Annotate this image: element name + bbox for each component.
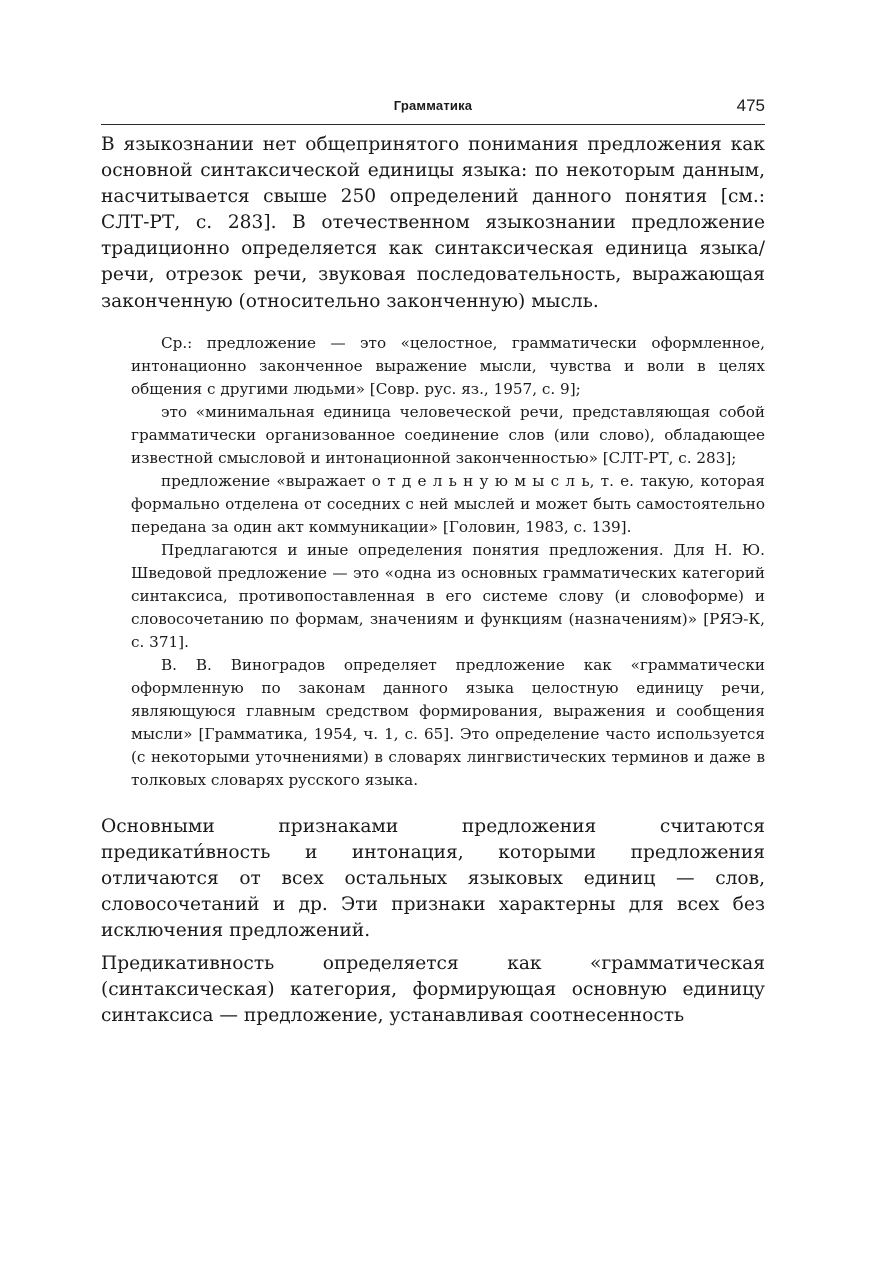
definition-1: Ср.: предложение — это «целостное, грамматически оформленное, интонационно законченное выражение мысли, чувства и воли в целях общения с другими людьми» [Совр. рус. яз., 1957, с. 9]; xyxy=(131,333,765,398)
definition-3: предложение «выражает о т д е л ь н у ю м ы с л ь, т. е. такую, которая формально отделена от соседних с ней мыслей и может быть самостоятельно передана за один акт коммуникации» [Головин, 1983, с. 139]. xyxy=(131,471,765,536)
definitions-block xyxy=(131,332,765,792)
running-title: Грамматика xyxy=(393,98,473,113)
definition-shvedova: Предлагаются и иные определения понятия предложения. Для Н. Ю. Шведовой предложение — это «одна из основных грамматических категорий синтаксиса, противопоставленная в его системе слову (и словоформе) и словосочетанию по формам, значениям и функциям (назначениям)» [РЯЭ-К, с. 371]. xyxy=(131,540,765,651)
definition-vinogradov: В. В. Виноградов определяет предложение как «грамматически оформленную по законам данного языка целостную единицу речи, являющуюся главным средством формирования, выражения и сообщения мысли» [Грамматика, 1954, ч. 1, с. 65]. Это определение часто используется (с некоторыми уточнениями) в словарях лингвистических терминов и даже в толковых словарях русского языка. xyxy=(131,655,765,789)
definition-2: это «минимальная единица человеческой речи, представляющая собой грамматически организованное соединение слов (или слово), обладающее известной смысловой и интонационной законченностью» [СЛТ-РТ, с. 283]; xyxy=(131,402,765,467)
paragraph-intro: В языкознании нет общепринятого понимания предложения как основной синтаксической единицы языка: по некоторым данным, насчитывается свыше 250 определений данного понятия [см.: СЛТ-РТ, с. 283]. В отечественном языкознании предложение традиционно определяется как синтаксическая единица языка/речи, отрезок речи, звуковая последовательность, выражающая законченную (относительно законченную) мысль. xyxy=(101,134,765,312)
page-body xyxy=(101,132,765,1029)
running-header xyxy=(101,96,765,125)
page-number: 475 xyxy=(736,96,765,115)
paragraph-features: Основными признаками предложения считаются предикати́вность и интонация, которыми предложения отличаются от всех остальных языковых единиц — слов, словосочетаний и др. Эти признаки характерны для всех без исключения предложений. xyxy=(101,815,765,942)
paragraph-predicativity: Предикативность определяется как «грамматическая (синтаксическая) категория, формирующая основную единицу синтаксиса — предложение, устанавливая соотнесенность xyxy=(101,953,765,1027)
